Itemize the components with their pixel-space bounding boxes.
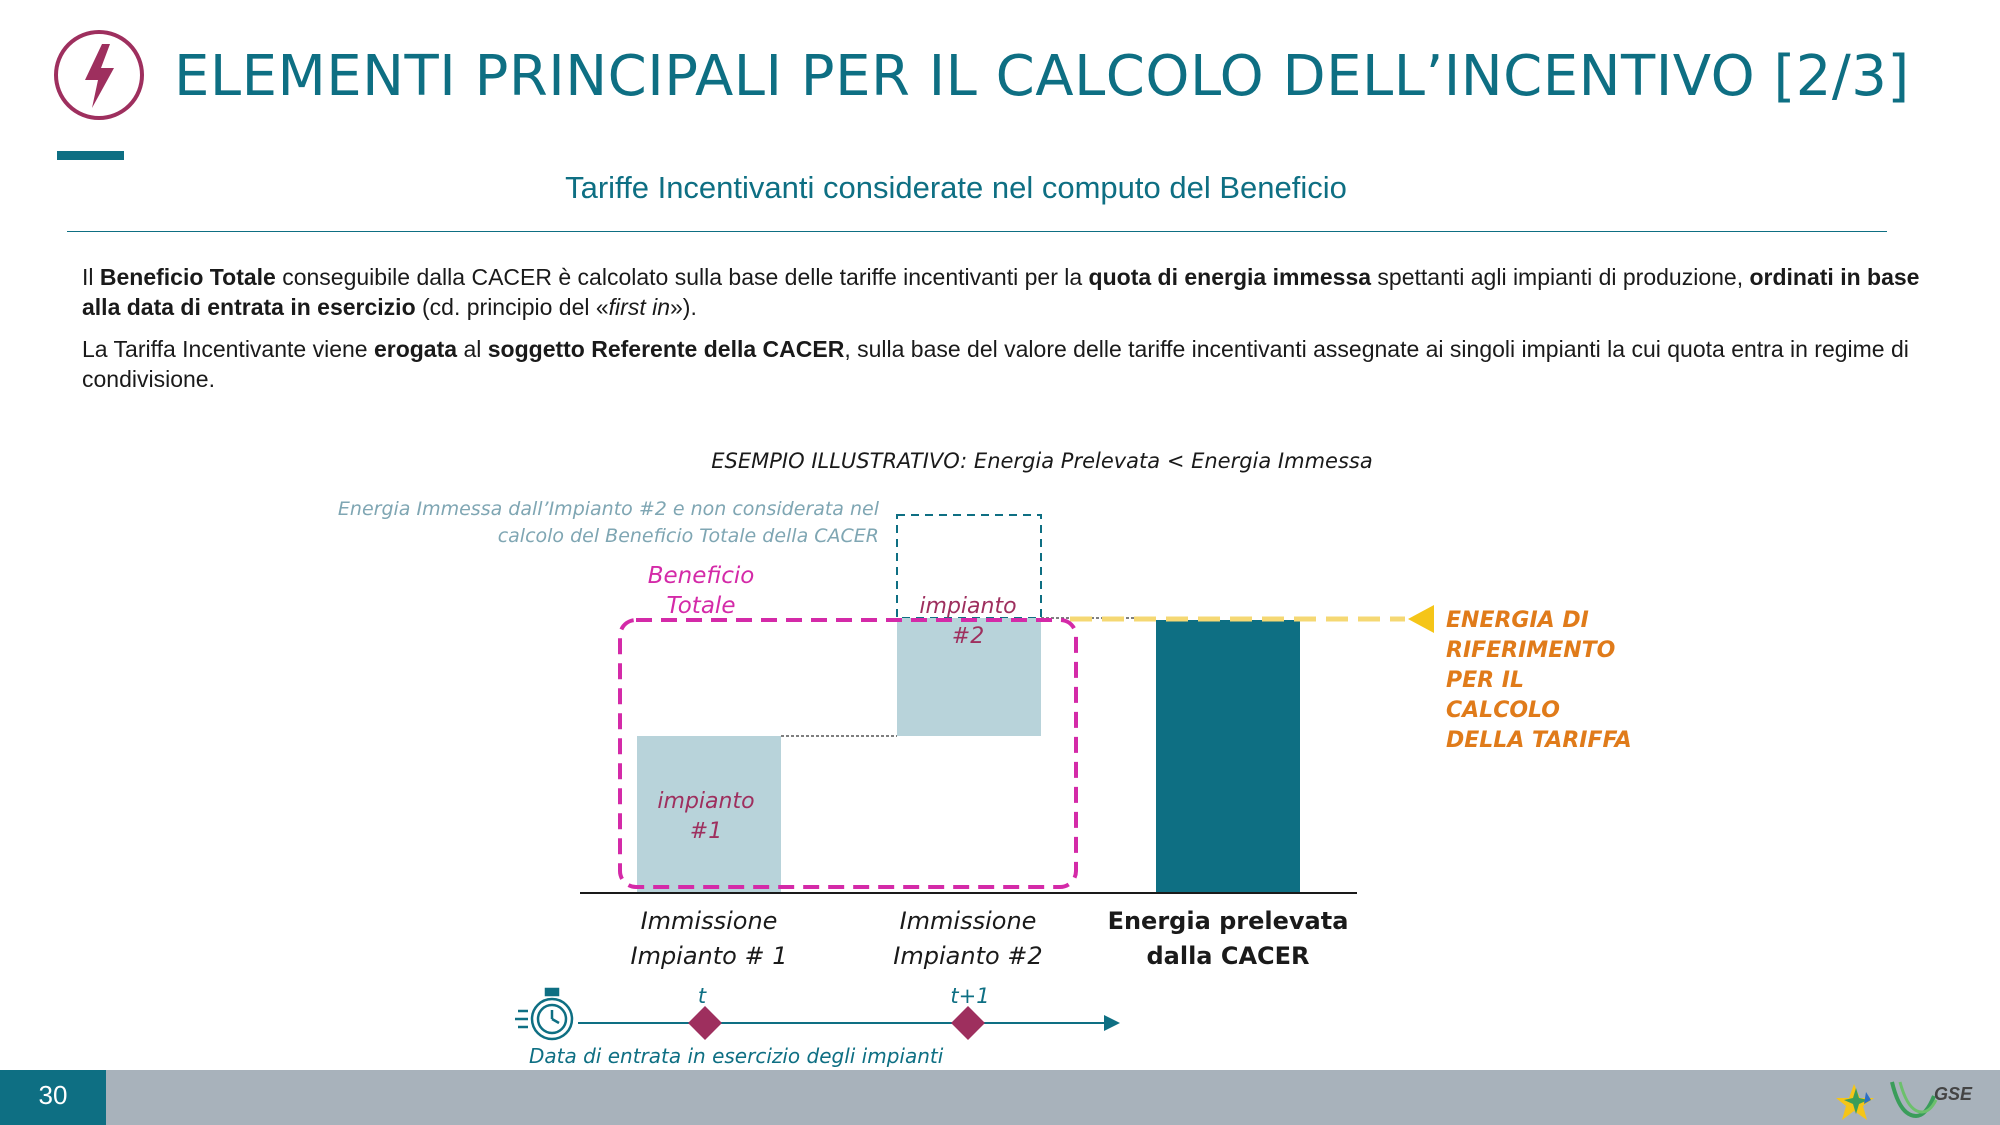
- para1-segment: spettanti agli impianti di produzione,: [1371, 264, 1750, 290]
- page-number: 30: [38, 1080, 68, 1110]
- category-label-2-line2: Impianto #2: [893, 942, 1043, 970]
- timeline-marker-t1: [951, 1006, 985, 1040]
- category-label-3-line2: dalla CACER: [1146, 942, 1310, 970]
- timeline-marker-t: [688, 1006, 722, 1040]
- reference-line-4: CALCOLO: [1446, 698, 1560, 723]
- para2-segment: al: [457, 336, 488, 362]
- reference-arrow-icon: [1408, 605, 1434, 633]
- page-subtitle: Tariffe Incentivanti considerate nel computo del Beneficio: [565, 170, 1347, 205]
- para1-segment: Il: [82, 264, 100, 290]
- impianto-1-label-line2: #1: [689, 819, 723, 844]
- reference-line-5: DELLA TARIFFA: [1446, 728, 1632, 753]
- para1-segment: »).: [670, 294, 697, 320]
- impianto-1-label-line1: impianto: [657, 789, 755, 814]
- diagram-caption: ESEMPIO ILLUSTRATIVO: Energia Prelevata < Energia Immessa: [711, 449, 1373, 473]
- beneficio-label-line1: Beneficio: [647, 563, 755, 589]
- stopwatch-icon: [515, 989, 572, 1039]
- bar-energia-prelevata: [1156, 620, 1300, 892]
- para1-segment: Beneficio Totale: [99, 264, 276, 290]
- para2-segment: , sulla base del valore delle tariffe incentivanti assegnate ai singoli impianti la cui quota entra in regime di condivisione.: [82, 336, 1909, 392]
- timeline-caption: Data di entrata in esercizio degli impianti: [529, 1044, 944, 1068]
- gse-logo-text: GSE: [1934, 1084, 1973, 1104]
- footer-bar: [0, 1070, 2000, 1125]
- page-title: ELEMENTI PRINCIPALI PER IL CALCOLO DELL’INCENTIVO [2/3]: [174, 44, 1910, 109]
- reference-line-2: RIFERIMENTO: [1446, 638, 1616, 663]
- bar-impianto-1: [637, 736, 781, 892]
- para1-segment: ordinati in base alla data di entrata in esercizio: [82, 264, 1920, 320]
- para2-segment: soggetto Referente della CACER: [487, 336, 845, 362]
- para1-segment: first in: [608, 294, 671, 320]
- reference-line-3: PER IL: [1446, 668, 1524, 693]
- reference-energy-label: [1446, 608, 1632, 753]
- beneficio-label-line2: Totale: [666, 593, 736, 619]
- excluded-energy-note-line2: calcolo del Beneficio Totale della CACER: [497, 525, 879, 547]
- category-label-1-line2: Impianto # 1: [630, 942, 788, 970]
- para1-segment: (cd. principio del «: [415, 294, 609, 320]
- timeline-t-label: t: [697, 984, 707, 1008]
- reference-line-1: ENERGIA DI: [1446, 608, 1589, 633]
- para2-segment: La Tariffa Incentivante viene: [82, 336, 374, 362]
- category-label-1-line1: Immissione: [640, 907, 778, 935]
- impianto-2-label-line2: #2: [951, 624, 985, 649]
- category-label-3-line1: Energia prelevata: [1107, 907, 1349, 935]
- para1-segment: quota di energia immessa: [1088, 264, 1372, 290]
- excluded-energy-note-line1: Energia Immessa dall’Impianto #2 e non considerata nel: [337, 498, 879, 520]
- timeline-arrow-icon: [1104, 1015, 1120, 1031]
- para1-segment: conseguibile dalla CACER è calcolato sulla base delle tariffe incentivanti per la: [275, 264, 1089, 290]
- category-label-2-line1: Immissione: [899, 907, 1037, 935]
- gse-logo: [1830, 1072, 1980, 1124]
- impianto-2-label-line1: impianto: [919, 594, 1017, 619]
- para2-segment: erogata: [373, 336, 458, 362]
- timeline-t1-label: t+1: [950, 984, 990, 1008]
